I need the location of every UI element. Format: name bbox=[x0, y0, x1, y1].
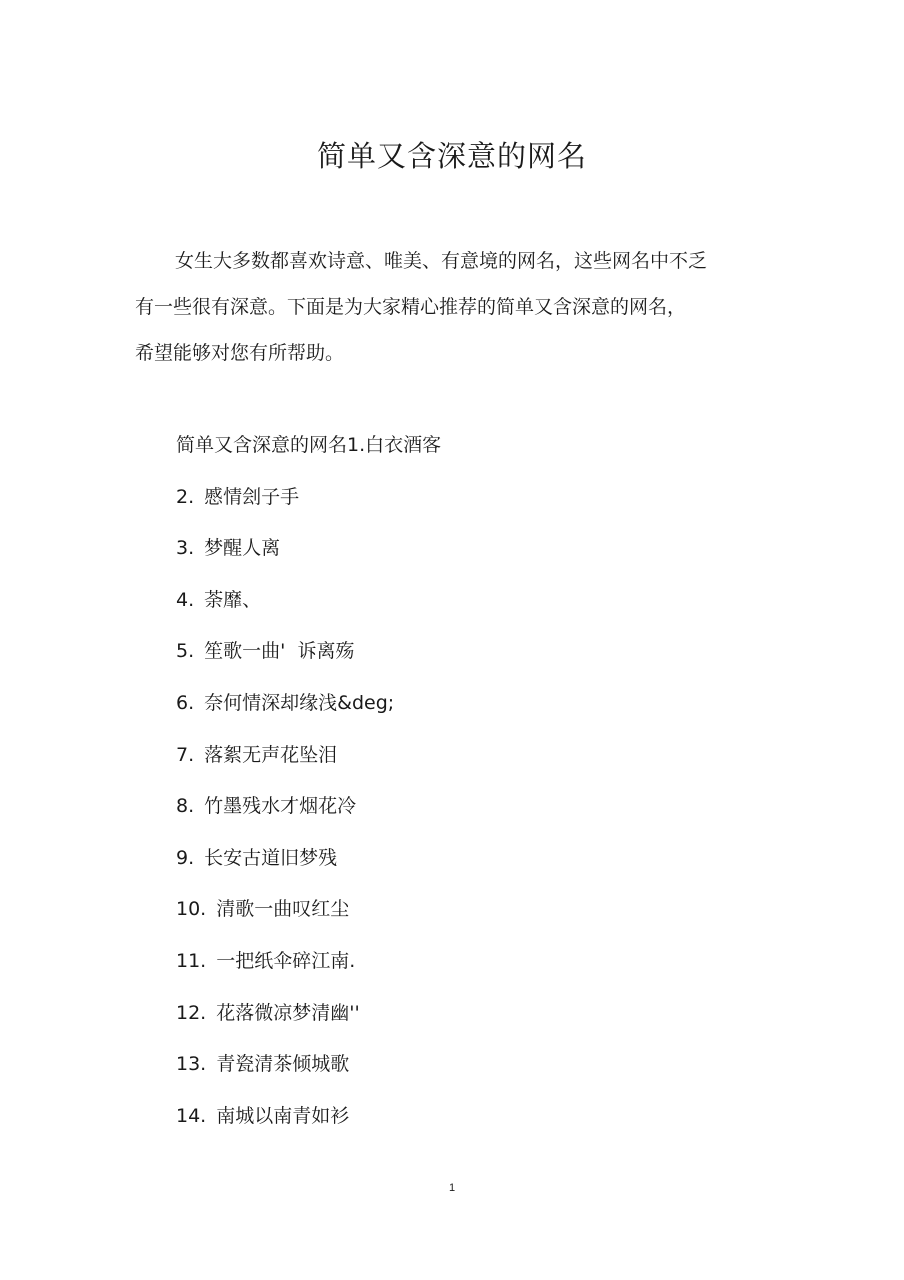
list-item bbox=[176, 837, 441, 889]
intro-line: 女生大多数都喜欢诗意、唯美、有意境的网名，这些网名中不乏 bbox=[175, 250, 708, 272]
list-item bbox=[176, 940, 441, 992]
list-item bbox=[176, 1095, 441, 1147]
list-item-text: 花落微凉梦清幽'' bbox=[216, 1001, 360, 1024]
list-item-text: 长安古道旧梦残 bbox=[204, 846, 338, 869]
list-item bbox=[176, 682, 441, 734]
list-item-number: 13. bbox=[176, 1053, 207, 1076]
list-item-text: 简单又含深意的网名1.白衣酒客 bbox=[176, 434, 442, 456]
list-item-text: 南城以南青如衫 bbox=[216, 1104, 350, 1127]
list-item bbox=[176, 476, 441, 528]
list-item-text: 梦醒人离 bbox=[204, 537, 281, 560]
list-item-number: 6. bbox=[176, 691, 195, 714]
list-item-text: 青瓷清茶倾城歌 bbox=[216, 1053, 350, 1076]
list-item-text: 一把纸伞碎江南. bbox=[216, 949, 356, 972]
page-number: 1 bbox=[448, 1182, 456, 1194]
intro-line: 希望能够对您有所帮助。 bbox=[135, 342, 345, 364]
list-item bbox=[176, 424, 441, 476]
list-item-number: 9. bbox=[176, 846, 195, 869]
list-item-number: 8. bbox=[176, 795, 195, 818]
list-item-number: 12. bbox=[176, 1001, 207, 1024]
list-item-text: 竹墨残水才烟花冷 bbox=[204, 795, 357, 818]
list-item bbox=[176, 992, 441, 1044]
list-item-text: 笙歌一曲' 诉离殇 bbox=[204, 640, 355, 663]
list-item-number: 5. bbox=[176, 640, 195, 663]
name-list bbox=[176, 424, 441, 1146]
list-item bbox=[176, 888, 441, 940]
list-item bbox=[176, 527, 441, 579]
list-item-number: 10. bbox=[176, 898, 207, 921]
intro-paragraph bbox=[135, 238, 775, 376]
list-item-number: 11. bbox=[176, 949, 207, 972]
page-title: 简单又含深意的网名 bbox=[316, 139, 587, 173]
list-item bbox=[176, 1043, 441, 1095]
list-item bbox=[176, 785, 441, 837]
list-item bbox=[176, 630, 441, 682]
list-item-text: 落絮无声花坠泪 bbox=[204, 743, 338, 766]
list-item-number: 7. bbox=[176, 743, 195, 766]
list-item bbox=[176, 579, 441, 631]
intro-line: 有一些很有深意。下面是为大家精心推荐的简单又含深意的网名， bbox=[135, 296, 687, 318]
list-item-text: 荼靡、 bbox=[204, 588, 262, 611]
list-item-text: 清歌一曲叹红尘 bbox=[216, 898, 350, 921]
list-item bbox=[176, 734, 441, 786]
list-item-number: 3. bbox=[176, 537, 195, 560]
list-item-number: 4. bbox=[176, 588, 195, 611]
list-item-text: 奈何情深却缘浅&deg; bbox=[204, 691, 395, 714]
list-item-number: 2. bbox=[176, 485, 195, 508]
list-item-text: 慼情刽子手 bbox=[204, 485, 300, 508]
list-item-number: 14. bbox=[176, 1104, 207, 1127]
